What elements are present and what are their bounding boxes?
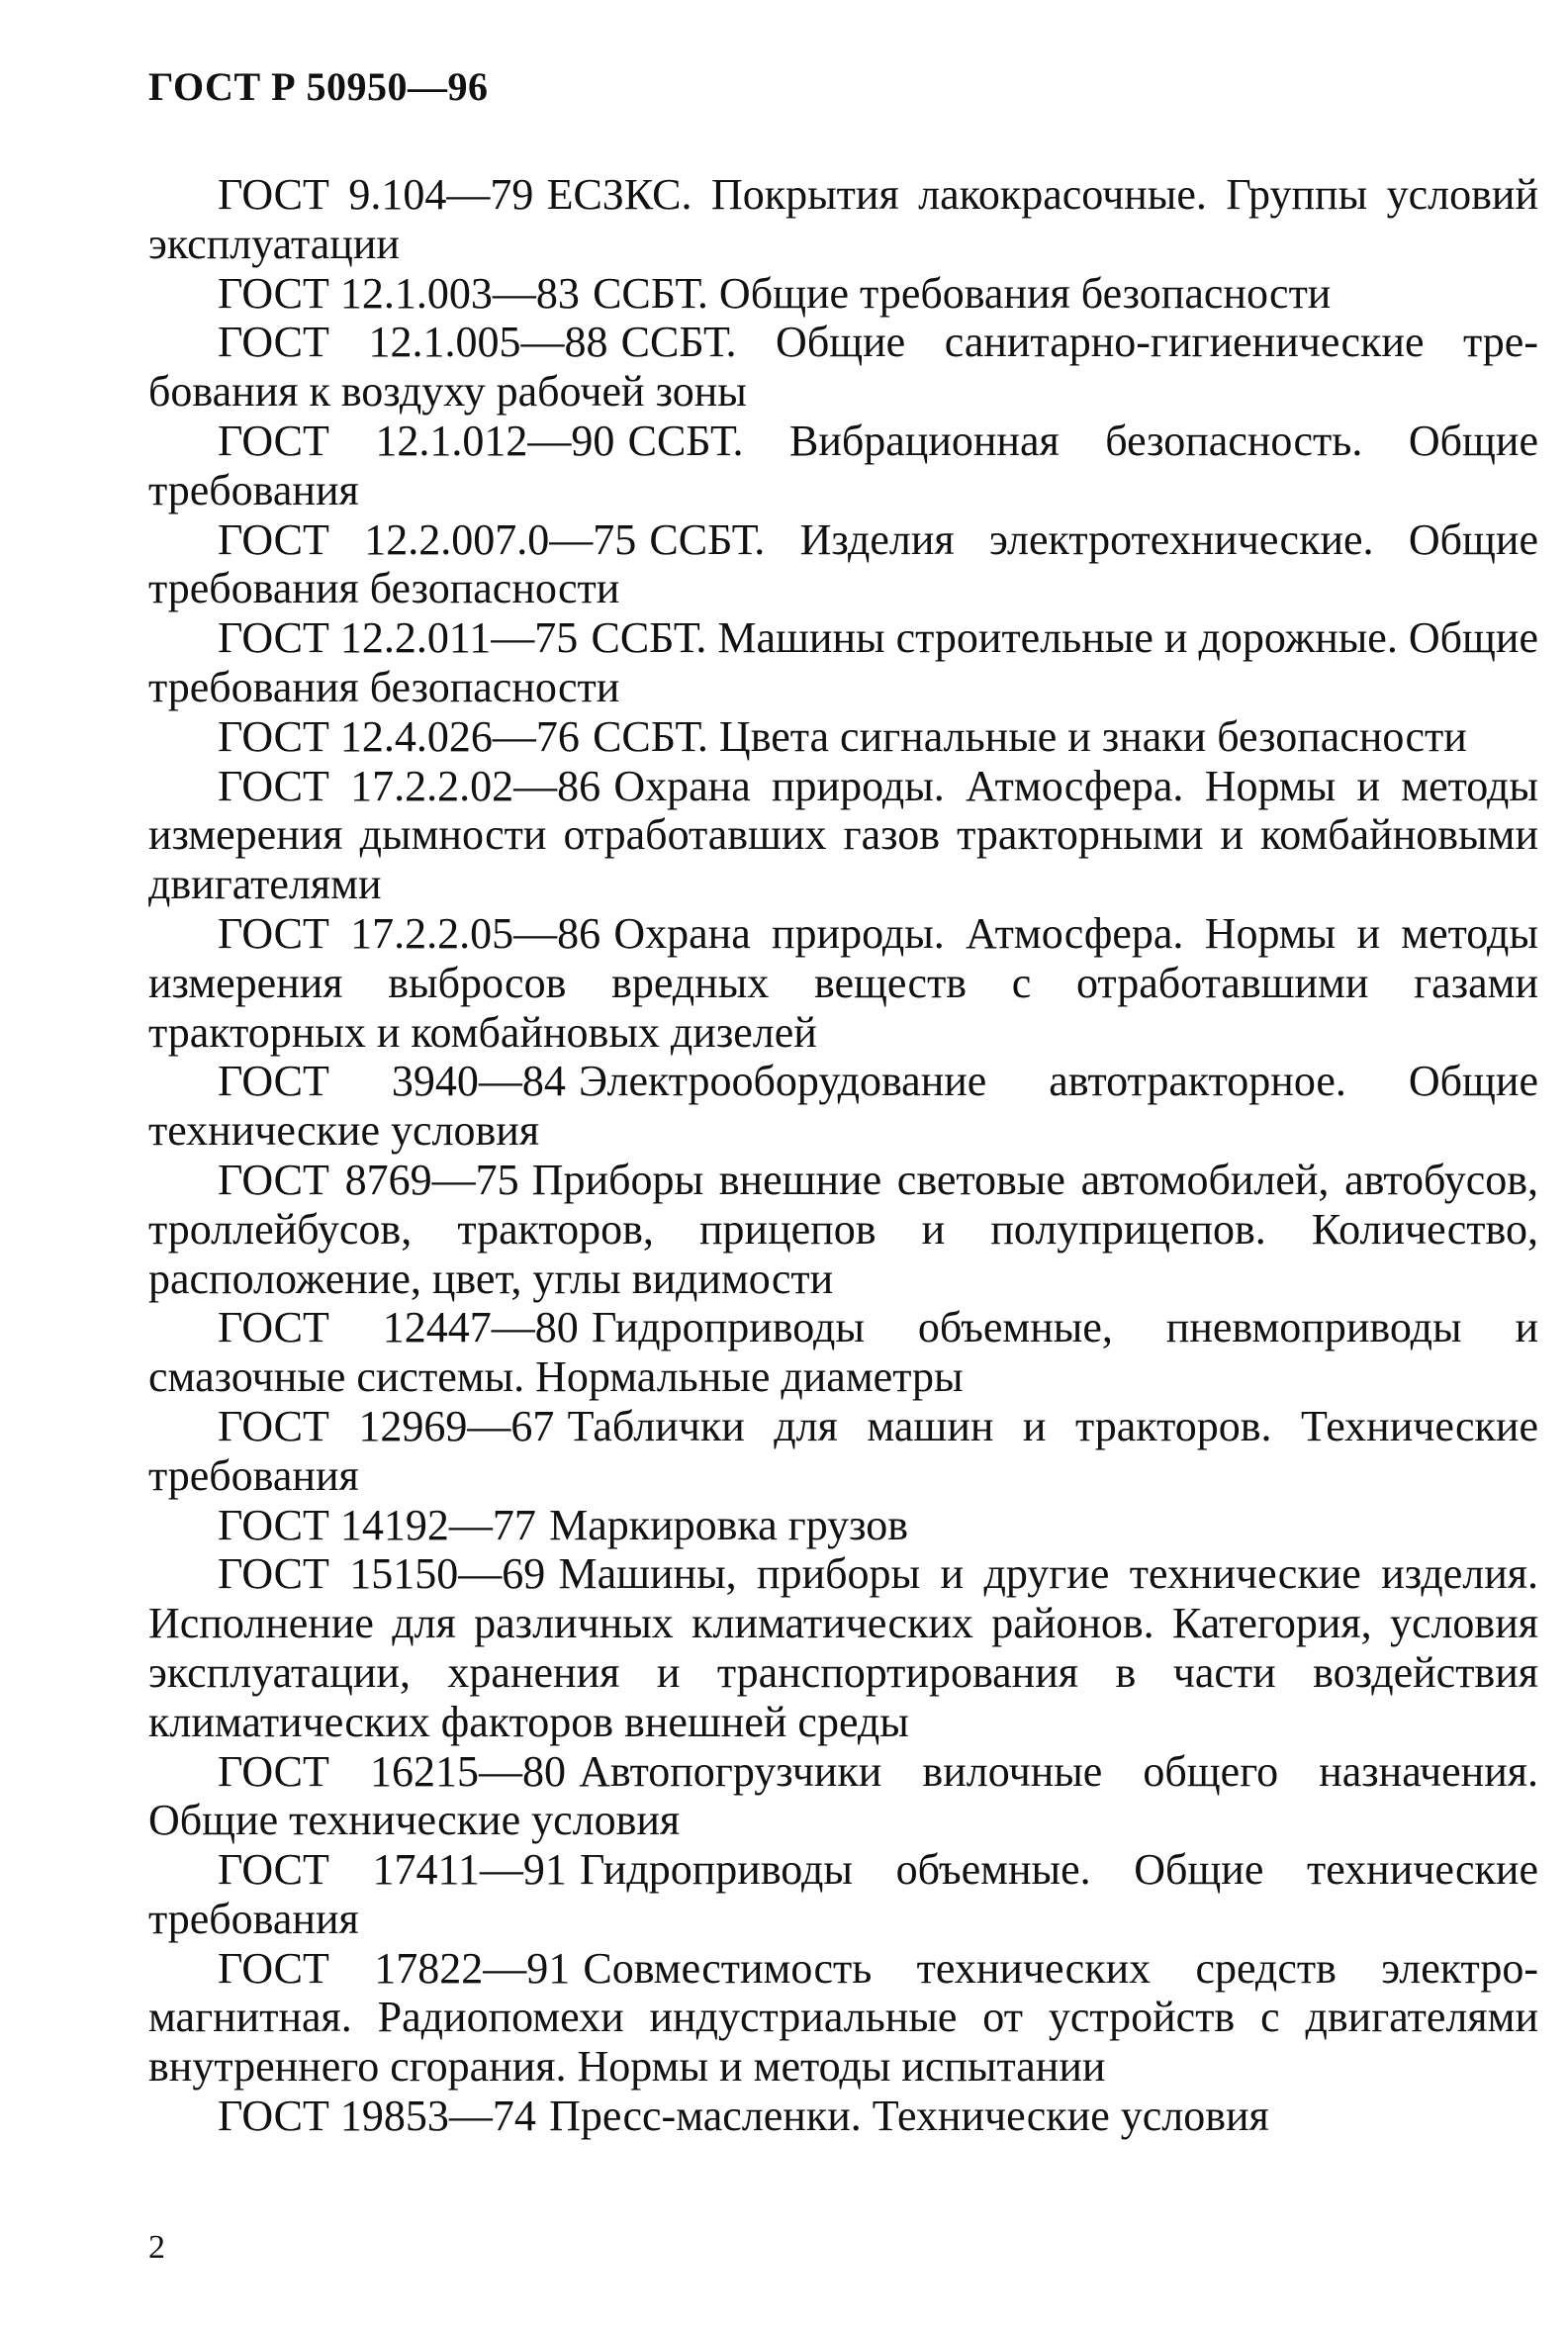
reference-text: Машины, приборы и другие технические изделия. Исполнение для различных климатических районов. Категория, условия эксплуатации, хранения и транспортирования в части воздействия климатических факторов внешней среды — [148, 1549, 1538, 1746]
reference-text: Охрана природы. Атмосфера. Нормы и методы измерения выбросов вредных веществ с отработавшими газами тракторных и комбайновых дизелей — [148, 908, 1538, 1057]
reference-text: Автопогрузчики вилочные общего назначения. Общие технические условия — [148, 1746, 1538, 1845]
reference-code: ГОСТ 12447—80 — [218, 1303, 579, 1352]
reference-text: Гидроприводы объемные, пневмоприводы и смазочные системы. Нормальные диаметры — [148, 1303, 1538, 1402]
reference-text: ССБТ. Общие санитарно-гигиенические требования к воздуху рабочей зоны — [148, 318, 1538, 417]
reference-code: ГОСТ 8769—75 — [218, 1155, 519, 1204]
reference-item — [148, 762, 1538, 909]
reference-text: ССБТ. Вибрационная безопасность. Общие требования — [148, 416, 1538, 514]
reference-item — [148, 1845, 1538, 1944]
reference-code: ГОСТ 3940—84 — [218, 1057, 566, 1106]
reference-code: ГОСТ 17.2.2.05—86 — [218, 908, 601, 958]
reference-text: Маркировка грузов — [549, 1500, 909, 1549]
reference-item — [148, 1549, 1538, 1746]
reference-item — [148, 1303, 1538, 1402]
reference-code: ГОСТ 16215—80 — [218, 1746, 566, 1796]
reference-code: ГОСТ 12.1.003—83 — [218, 268, 580, 318]
reference-text: Таблички для машин и тракторов. Технические требования — [148, 1401, 1538, 1500]
reference-item — [148, 1944, 1538, 2092]
reference-text: Совместимость технических средств электромагнитная. Радиопомехи индустриальные от устройств с двигателями внутреннего сгорания. Нормы и методы испытании — [148, 1943, 1538, 2092]
reference-text: ССБТ. Изделия электротехнические. Общие требования безопасности — [148, 514, 1538, 613]
reference-item — [148, 515, 1538, 614]
reference-code: ГОСТ 17822—91 — [218, 1943, 571, 1993]
reference-item — [148, 1156, 1538, 1303]
reference-item — [148, 909, 1538, 1057]
reference-code: ГОСТ 12.1.012—90 — [218, 416, 615, 465]
reference-item — [148, 1747, 1538, 1846]
page-number: 2 — [148, 2229, 165, 2266]
reference-text: Приборы внешние световые автомобилей, автобусов, троллейбусов, тракторов, прицепов и полуприцепов. Количество, расположение, цвет, углы видимости — [148, 1155, 1539, 1303]
reference-item — [148, 417, 1538, 515]
reference-code: ГОСТ 14192—77 — [218, 1500, 536, 1549]
reference-code: ГОСТ 12.4.026—76 — [218, 711, 580, 761]
reference-code: ГОСТ 15150—69 — [218, 1549, 546, 1599]
reference-text: ССБТ. Машины строительные и дорожные. Общие требования безопасности — [148, 613, 1538, 711]
reference-text: Охрана природы. Атмосфера. Нормы и методы измерения дымности отработавших газов тракторными и комбайновыми двигателями — [148, 761, 1538, 909]
reference-code: ГОСТ 12.2.011—75 — [218, 613, 579, 663]
reference-text: Пресс-масленки. Технические условия — [549, 2092, 1269, 2141]
reference-code: ГОСТ 12.2.007.0—75 — [218, 514, 637, 564]
reference-code: ГОСТ 9.104—79 — [218, 170, 534, 219]
reference-code: ГОСТ 17.2.2.02—86 — [218, 761, 601, 810]
reference-item — [148, 1501, 1538, 1550]
reference-text: Гидроприводы объемные. Общие технические требования — [148, 1845, 1538, 1943]
reference-item — [148, 2092, 1538, 2141]
reference-code: ГОСТ 12.1.005—88 — [218, 318, 608, 367]
document-header: ГОСТ Р 50950—96 — [148, 64, 489, 109]
reference-item — [148, 318, 1538, 417]
reference-list — [148, 170, 1538, 2141]
reference-item — [148, 1057, 1538, 1156]
reference-item — [148, 269, 1538, 319]
reference-item — [148, 170, 1538, 269]
reference-item — [148, 1402, 1538, 1501]
reference-text: Электрооборудование автотракторное. Общие технические условия — [148, 1057, 1538, 1156]
reference-text: ССБТ. Цвета сигнальные и знаки безопасности — [593, 711, 1467, 761]
reference-item — [148, 712, 1538, 762]
reference-item — [148, 613, 1538, 712]
reference-code: ГОСТ 19853—74 — [218, 2092, 536, 2141]
reference-code: ГОСТ 12969—67 — [218, 1401, 555, 1450]
reference-text: ЕСЗКС. Покрытия лакокрасочные. Группы условий эксплуатации — [148, 170, 1538, 268]
reference-text: ССБТ. Общие требования безопасности — [593, 268, 1332, 318]
reference-code: ГОСТ 17411—91 — [218, 1845, 567, 1895]
